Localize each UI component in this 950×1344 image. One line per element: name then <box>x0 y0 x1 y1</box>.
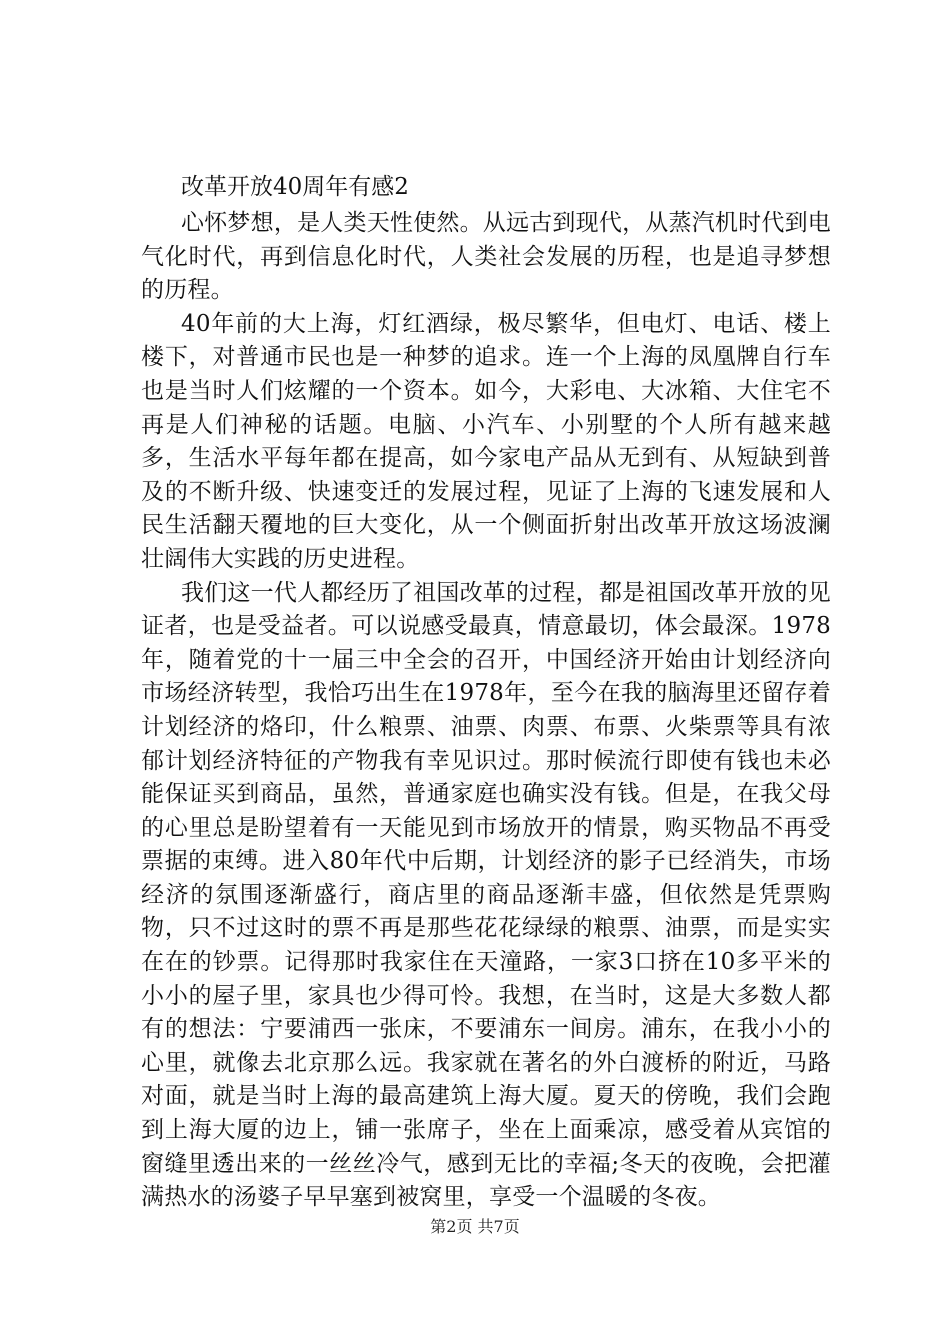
document-body <box>141 168 831 1215</box>
document-title: 改革开放40周年有感2 <box>181 174 409 200</box>
paragraph-1: 心怀梦想，是人类天性使然。从远古到现代，从蒸汽机时代到电气化时代，再到信息化时代，人类社会发展的历程，也是追寻梦想的历程。 <box>141 210 831 304</box>
page-number-footer: 第2页 共7页 <box>430 1217 520 1236</box>
paragraph-2: 40年前的大上海，灯红酒绿，极尽繁华，但电灯、电话、楼上楼下，对普通市民也是一种梦的追求。连一个上海的凤凰牌自行车也是当时人们炫耀的一个资本。如今，大彩电、大冰箱、大住宅不再是人们神秘的话题。电脑、小汽车、小别墅的个人所有越来越多，生活水平每年都在提高，如今家电产品从无到有、从短缺到普及的不断升级、快速变迁的发展过程，见证了上海的飞速发展和人民生活翻天覆地的巨大变化，从一个侧面折射出改革开放这场波澜壮阔伟大实践的历史进程。 <box>141 310 831 572</box>
paragraph-3: 我们这一代人都经历了祖国改革的过程，都是祖国改革开放的见证者，也是受益者。可以说感受最真，情意最切，体会最深。1978年，随着党的十一届三中全会的召开，中国经济开始由计划经济向市场经济转型，我恰巧出生在1978年，至今在我的脑海里还留存着计划经济的烙印，什么粮票、油票、肉票、布票、火柴票等具有浓郁计划经济特征的产物我有幸见识过。那时候流行即使有钱也未必能保证买到商品，虽然，普通家庭也确实没有钱。但是，在我父母的心里总是盼望着有一天能见到市场放开的情景，购买物品不再受票据的束缚。进入80年代中后期，计划经济的影子已经消失，市场经济的氛围逐渐盛行，商店里的商品逐渐丰盛，但依然是凭票购物，只不过这时的票不再是那些花花绿绿的粮票、油票，而是实实在在的钞票。记得那时我家住在天潼路，一家3口挤在10多平米的小小的屋子里，家具也少得可怜。我想，在当时，这是大多数人都有的想法：宁要浦西一张床，不要浦东一间房。浦东，在我小小的心里，就像去北京那么远。我家就在著名的外白渡桥的附近，马路对面，就是当时上海的最高建筑上海大厦。夏天的傍晚，我们会跑到上海大厦的边上，铺一张席子，坐在上面乘凉，感受着从宾馆的窗缝里透出来的一丝丝冷气，感到无比的幸福;冬天的夜晚，会把灌满热水的汤婆子早早塞到被窝里，享受一个温暖的冬夜。 <box>141 579 831 1211</box>
